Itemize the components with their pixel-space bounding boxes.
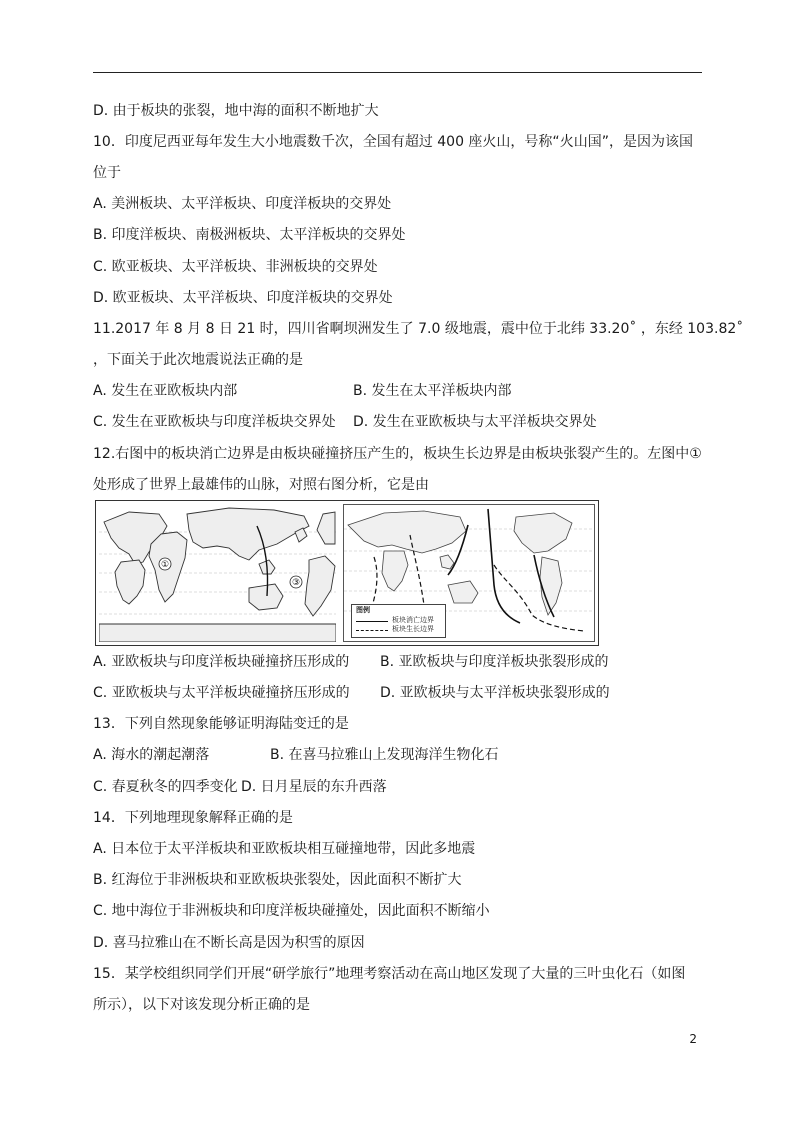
page-number: 2	[689, 1032, 697, 1046]
q13-option-d: D. 日月星辰的东升西落	[241, 779, 387, 795]
q14-option-b: B. 红海位于非洲板块和亚欧板块张裂处，因此面积不断扩大	[93, 872, 462, 888]
q10-stem-cont: 位于	[93, 165, 121, 181]
q14-stem: 14．下列地理现象解释正确的是	[93, 810, 293, 826]
q13-option-c: C. 春夏秋冬的四季变化	[93, 779, 238, 795]
marker-1: ①	[160, 560, 170, 570]
q14-option-a: A. 日本位于太平洋板块和亚欧板块相互碰撞地带，因此多地震	[93, 841, 476, 857]
world-map-left	[99, 504, 336, 642]
q12-option-c: C. 亚欧板块与太平洋板块碰撞挤压形成的	[93, 685, 350, 701]
q13-option-b: B. 在喜马拉雅山上发现海洋生物化石	[270, 747, 499, 763]
plate-boundary-map-right	[343, 504, 595, 642]
world-map-left-svg	[99, 504, 336, 642]
q12-option-d: D. 亚欧板块与太平洋板块张裂形成的	[380, 685, 610, 701]
q11-option-c: C. 发生在亚欧板块与印度洋板块交界处	[93, 414, 336, 430]
legend-solid-line	[356, 621, 388, 622]
q14-option-c: C. 地中海位于非洲板块和印度洋板块碰撞处，因此面积不断缩小	[93, 903, 490, 919]
q10-option-d: D. 欧亚板块、太平洋板块、印度洋板块的交界处	[93, 290, 393, 306]
q12-option-b: B. 亚欧板块与印度洋板块张裂形成的	[380, 654, 609, 670]
q12-stem-cont: 处形成了世界上最雄伟的山脉，对照右图分析，它是由	[93, 477, 429, 493]
q15-stem: 15．某学校组织同学们开展“研学旅行”地理考察活动在高山地区发现了大量的三叶虫化石（如图	[93, 966, 686, 982]
legend-subduction-label: 板块消亡边界	[392, 616, 434, 624]
q11-stem-cont: ，下面关于此次地震说法正确的是	[93, 352, 303, 368]
q10-stem: 10．印度尼西亚每年发生大小地震数千次，全国有超过 400 座火山，号称“火山国”，是因为该国	[93, 134, 693, 150]
q10-option-c: C. 欧亚板块、太平洋板块、非洲板块的交界处	[93, 259, 378, 275]
q10-option-b: B. 印度洋板块、南极洲板块、太平洋板块的交界处	[93, 227, 406, 243]
q9-option-d: D. 由于板块的张裂，地中海的面积不断地扩大	[93, 103, 379, 119]
map-legend	[351, 604, 446, 638]
q10-option-a: A. 美洲板块、太平洋板块、印度洋板块的交界处	[93, 196, 392, 212]
q12-option-a: A. 亚欧板块与印度洋板块碰撞挤压形成的	[93, 654, 350, 670]
q13-option-a: A. 海水的潮起潮落	[93, 747, 210, 763]
q11-option-a: A. 发生在亚欧板块内部	[93, 383, 238, 399]
q11-option-d: D. 发生在亚欧板块与太平洋板块交界处	[353, 414, 597, 430]
legend-dashed-line	[356, 630, 388, 631]
legend-divergent-label: 板块生长边界	[392, 625, 434, 633]
q12-stem: 12.右图中的板块消亡边界是由板块碰撞挤压产生的，板块生长边界是由板块张裂产生的。左图中①	[93, 446, 702, 462]
q11-option-b: B. 发生在太平洋板块内部	[353, 383, 512, 399]
q14-option-d: D. 喜马拉雅山在不断长高是因为积雪的原因	[93, 935, 365, 951]
header-rule	[93, 72, 702, 73]
plate-maps-figure	[95, 500, 599, 646]
legend-title: 图例	[356, 606, 370, 614]
marker-3: ③	[291, 578, 301, 588]
q13-stem: 13．下列自然现象能够证明海陆变迁的是	[93, 716, 349, 732]
q15-stem-cont: 所示），以下对该发现分析正确的是	[93, 997, 310, 1013]
q11-stem: 11.2017 年 8 月 8 日 21 时，四川省啊坝洲发生了 7.0 级地震，震中位于北纬 33.20˚ ，东经 103.82˚	[93, 321, 744, 337]
